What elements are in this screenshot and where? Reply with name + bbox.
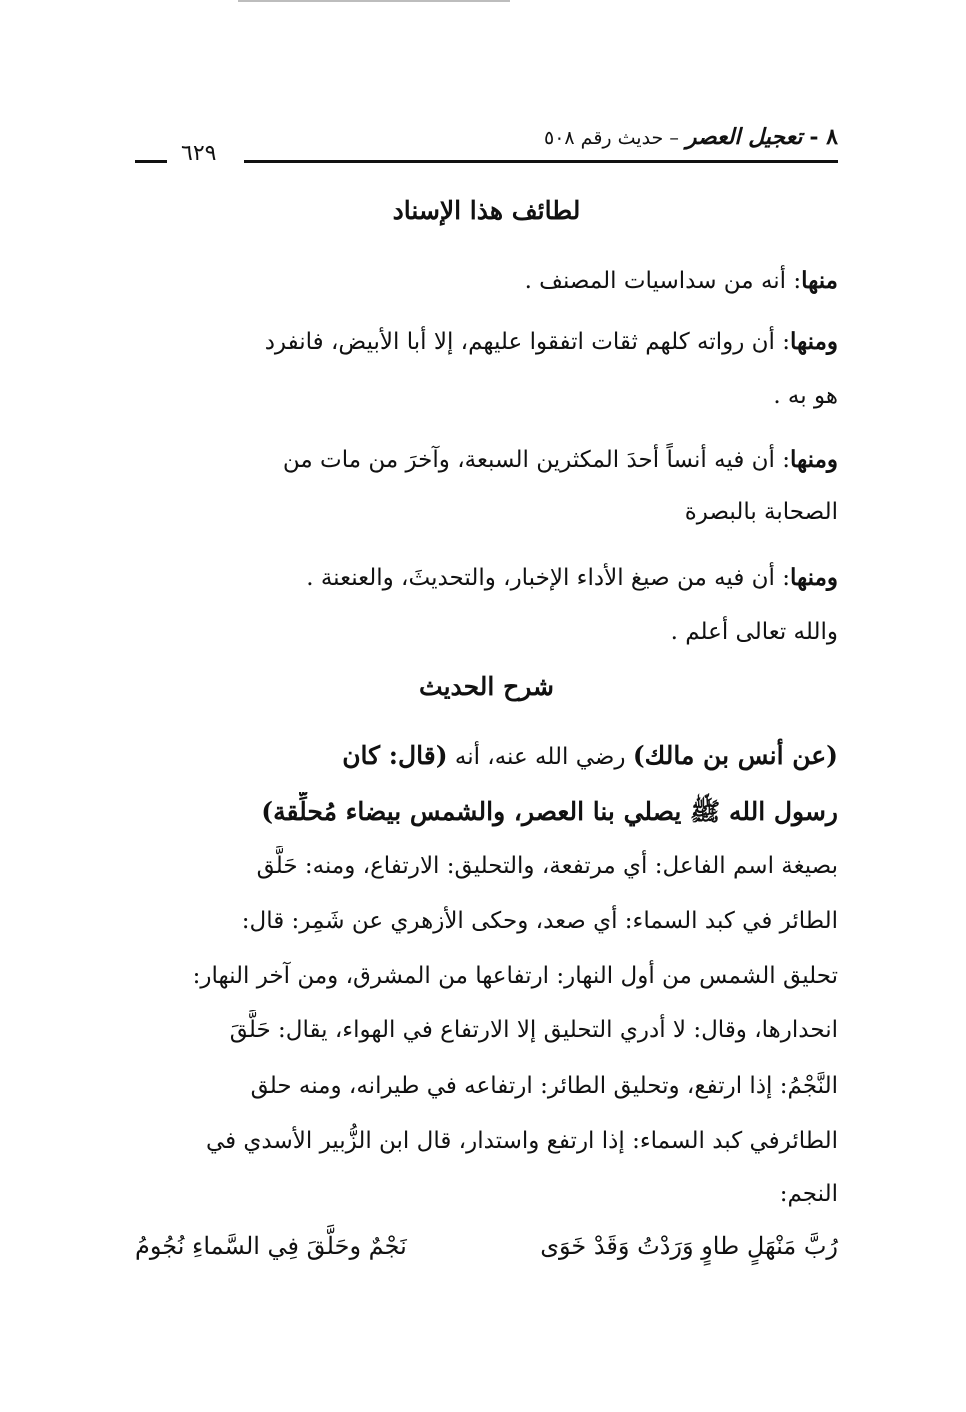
line-text: : أنه من سداسيات المصنف . [524,268,802,294]
line-lead: ومنها [790,564,838,591]
isnad-heading: لطائف هذا الإسناد [392,196,581,225]
poem-verse [135,1226,838,1270]
line-text: الصحابة بالبصرة [684,499,838,525]
top-scan-edge [238,0,510,2]
isnad-line [135,492,838,532]
isnad-line [135,558,838,598]
hadith-reference: – حديث رقم ٥٠٨ [544,127,679,149]
sharh-line: النَّجْمُ: إذا ارتفع، وتحليق الطائر: ارتفاعه في طيرانه، ومنه حلق [250,1073,838,1099]
isnad-line [135,440,838,480]
line-text: والله تعالى أعلم . [670,619,838,645]
sharh-line: الطائرفي كبد السماء: إذا ارتفع واستدار، قال ابن الزُّبير الأسدي في [205,1128,838,1154]
header-rule [244,160,838,163]
sharh-line: بصيغة اسم الفاعل: أي مرتفعة، والتحليق: الارتفاع، ومنه: حَلَّق [256,853,838,879]
sharh-heading: شرح الحديث [419,672,554,701]
section-title: تعجيل العصر [685,124,803,150]
page-number: ٦٢٩ [181,141,217,166]
running-head [135,122,838,166]
running-head-title [544,122,838,153]
hadith-line [135,736,838,777]
line-text: : أن فيه أنساً أحدَ المكثرين السبعة، وآخرَ من مات من [282,447,791,473]
poem-first-hemistich: رُبَّ مَنْهَلٍ طاوٍ وَرَدْتُ وَقَدْ خَوَى [540,1232,838,1260]
sharh-line: الطائر في كبد السماء: أي صعد، وحكى الأزهري عن شَمِر: قال: [241,908,838,934]
hadith-honorific: رضي الله عنه، أنه [447,744,633,770]
isnad-line [135,612,838,652]
line-lead: ومنها [790,446,838,473]
line-text: : أن فيه من صيغ الأداء الإخبار، والتحديثَ، والعنعنة . [306,565,791,591]
sharh-line: تحليق الشمس من أول النهار: ارتفاعها من المشرق، ومن آخر النهار: [192,963,838,989]
poem-second-hemistich: نَجْمٌ وحَلَّقَ فِي السَّماءِ نُجُومُ [135,1232,407,1260]
hadith-narrator: (عن أنس بن مالك) [632,741,838,770]
sharh-line: النجم: [779,1181,838,1207]
hadith-matn: رسول الله ﷺ يصلي بنا العصر، والشمس بيضاء مُحلِّقة) [261,797,838,826]
hadith-matn-start: (قال: كان [342,741,448,770]
line-text: هو به . [773,383,838,409]
line-lead: ومنها [790,328,838,355]
page-number-dash [135,160,167,163]
sharh-line: انحدارها، وقال: لا أدري التحليق إلا الارتفاع في الهواء، يقال: حَلَّقَ [229,1017,838,1043]
section-number: ٨ - [809,124,838,150]
line-text: : أن رواته كلهم ثقات اتفقوا عليهم، إلا أبا الأبيض، فانفرد [264,329,791,355]
isnad-line [135,322,838,362]
isnad-line [135,376,838,416]
isnad-line [135,261,838,301]
line-lead: منها [801,267,838,294]
